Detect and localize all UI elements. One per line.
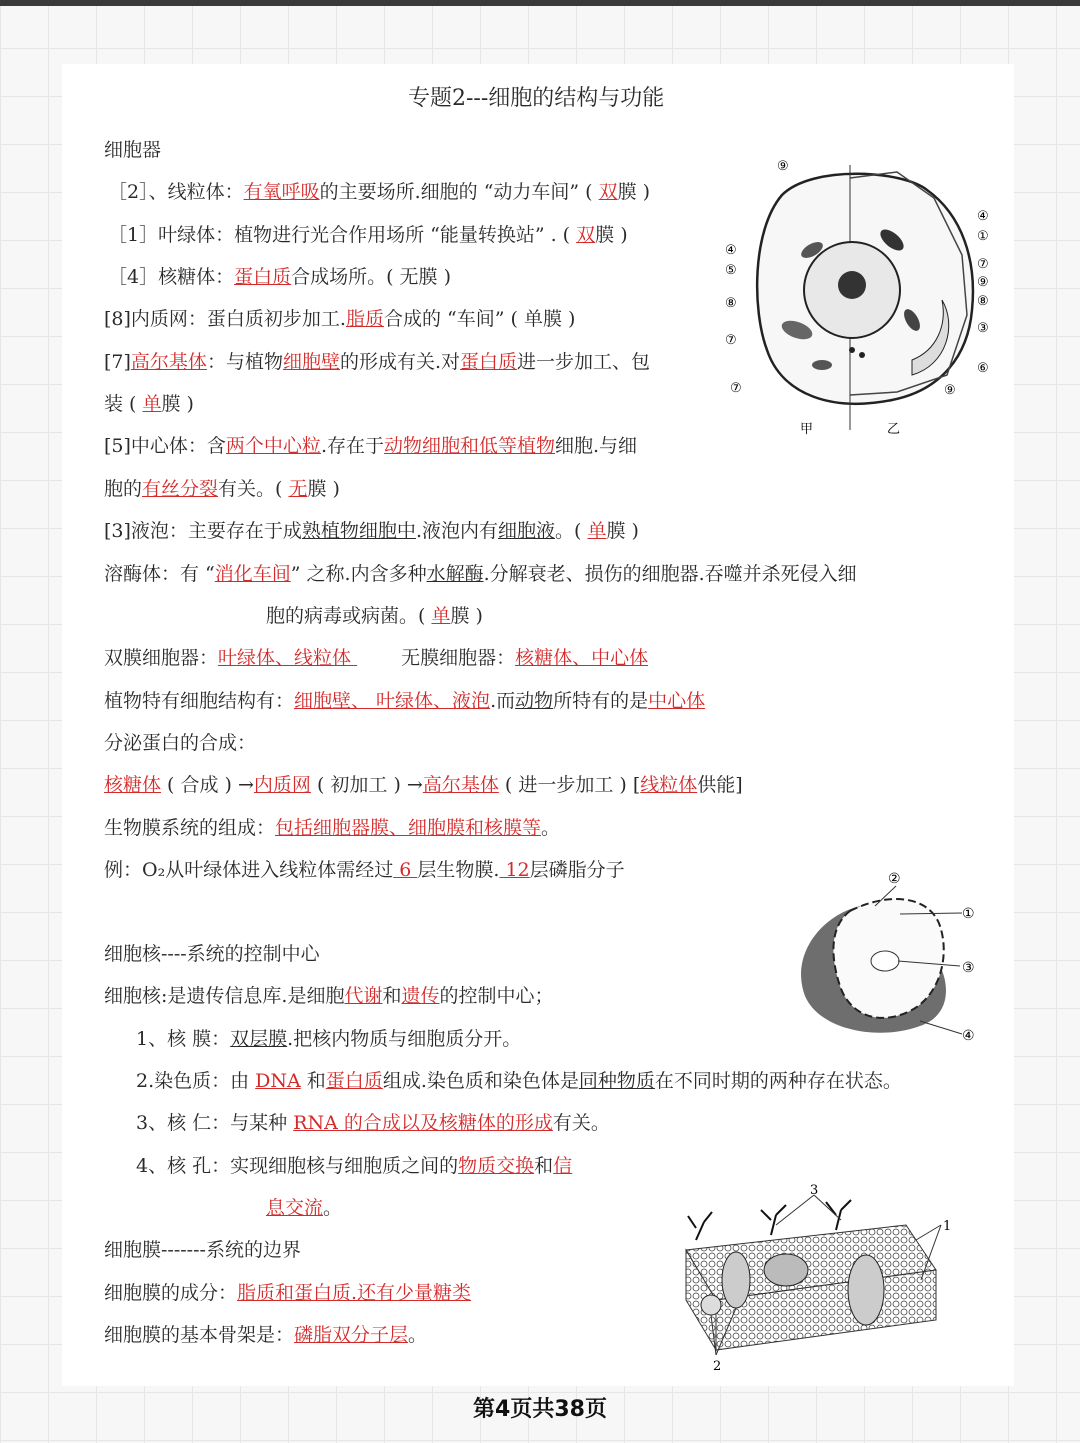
cell-label-r3: ⑦ bbox=[977, 257, 989, 272]
nucleus-diagram bbox=[790, 866, 990, 1046]
line-membrane-system: 生物膜系统的组成：包括细胞器膜、细胞膜和核膜等。 bbox=[104, 817, 561, 839]
page-title: 专题2---细胞的结构与功能 bbox=[408, 86, 665, 111]
line-plant-specific: 植物特有细胞结构有：细胞壁、 叶绿体、液泡.而动物所特有的是中心体 bbox=[104, 690, 706, 712]
section-heading-cell-membrane: 细胞膜-------系统的边界 bbox=[104, 1239, 301, 1261]
cell-label-r4: ⑨ bbox=[977, 275, 989, 290]
cell-label-l3: ⑧ bbox=[725, 296, 737, 311]
cell-label-l1: ④ bbox=[725, 243, 737, 258]
cell-label-r8: ⑨ bbox=[944, 383, 956, 398]
page-number-footer: 第4页共38页 bbox=[473, 1397, 607, 1422]
cell-label-r1: ④ bbox=[977, 209, 989, 224]
cell-label-r6: ③ bbox=[977, 321, 989, 336]
line-example: 例：O₂从叶绿体进入线粒体需经过 6 层生物膜. 12层磷脂分子 bbox=[104, 859, 625, 881]
line-chromatin: 2.染色质：由 DNA 和蛋白质组成.染色质和染色体是同种物质在不同时期的两种存在状态。 bbox=[136, 1070, 902, 1092]
top-frame-bar bbox=[0, 0, 1080, 6]
line-nuclear-pore: 4、核 孔：实现细胞核与细胞质之间的物质交换和信 bbox=[136, 1155, 573, 1177]
line-membrane-composition: 细胞膜的成分：脂质和蛋白质.还有少量糖类 bbox=[104, 1282, 472, 1304]
membrane-label-2: 2 bbox=[713, 1359, 722, 1374]
cell-label-l4: ⑦ bbox=[725, 333, 737, 348]
nucleus-label-1: ① bbox=[962, 906, 975, 922]
line-centrosome-cont: 胞的有丝分裂有关。( 无膜 ) bbox=[104, 478, 340, 500]
line-lysosome: 溶酶体：有 “消化车间” 之称.内含多种水解酶.分解衰老、损伤的细胞器.吞噬并杀死侵入细 bbox=[104, 563, 857, 585]
line-ribosome: ［4］核糖体：蛋白质合成场所。( 无膜 ) bbox=[108, 266, 452, 288]
cell-label-top: ⑨ bbox=[777, 159, 789, 174]
cell-label-l5: ⑦ bbox=[730, 381, 742, 396]
line-nuclear-envelope: 1、核 膜：双层膜.把核内物质与细胞质分开。 bbox=[136, 1028, 522, 1050]
section-heading-organelles: 细胞器 bbox=[104, 139, 162, 161]
line-lysosome-cont: 胞的病毒或病菌。( 单膜 ) bbox=[266, 605, 483, 627]
nucleus-label-2: ② bbox=[888, 871, 901, 887]
line-nucleus-def: 细胞核:是遗传信息库.是细胞代谢和遗传的控制中心； bbox=[104, 985, 554, 1007]
cell-diagram bbox=[722, 150, 992, 440]
line-membrane-organelles: 双膜细胞器：叶绿体、线粒体 无膜细胞器：核糖体、中心体 bbox=[104, 647, 649, 669]
line-golgi-cont: 装 ( 单膜 ) bbox=[104, 393, 194, 415]
line-nucleolus: 3、核 仁：与某种 RNA 的合成以及核糖体的形成有关。 bbox=[136, 1112, 610, 1134]
membrane-label-3: 3 bbox=[810, 1183, 819, 1198]
line-golgi: [7]高尔基体：与植物细胞壁的形成有关.对蛋白质进一步加工、包 bbox=[104, 351, 651, 373]
membrane-diagram bbox=[676, 1180, 966, 1380]
section-heading-nucleus: 细胞核----系统的控制中心 bbox=[104, 943, 320, 965]
line-nuclear-pore-cont: 息交流。 bbox=[266, 1197, 343, 1219]
line-centrosome: [5]中心体：含两个中心粒.存在于动物细胞和低等植物细胞.与细 bbox=[104, 435, 638, 457]
nucleus-label-3: ③ bbox=[962, 960, 975, 976]
cell-label-r2: ① bbox=[977, 229, 989, 244]
line-membrane-skeleton: 细胞膜的基本骨架是：磷脂双分子层。 bbox=[104, 1324, 428, 1346]
line-vacuole: [3]液泡：主要存在于成熟植物细胞中.液泡内有细胞液。( 单膜 ) bbox=[104, 520, 639, 542]
line-secretory-heading: 分泌蛋白的合成： bbox=[104, 732, 257, 754]
cell-label-yi: 乙 bbox=[887, 422, 901, 437]
cell-label-jia: 甲 bbox=[800, 422, 814, 437]
membrane-label-1: 1 bbox=[943, 1219, 952, 1234]
cell-label-r5: ⑧ bbox=[977, 294, 989, 309]
cell-label-r7: ⑥ bbox=[977, 361, 989, 376]
line-secretory-path: 核糖体 ( 合成 ) →内质网 ( 初加工 ) →高尔基体 ( 进一步加工 ) [线粒体供能] bbox=[104, 774, 743, 796]
line-chloroplast: ［1］叶绿体：植物进行光合作用场所 “能量转换站” . ( 双膜 ) bbox=[108, 224, 628, 246]
nucleus-label-4: ④ bbox=[962, 1028, 975, 1044]
line-mitochondria: ［2］、线粒体：有氧呼吸的主要场所.细胞的 “动力车间” ( 双膜 ) bbox=[108, 181, 651, 203]
cell-label-l2: ⑤ bbox=[725, 263, 737, 278]
line-er: [8]内质网：蛋白质初步加工.脂质合成的 “车间” ( 单膜 ) bbox=[104, 308, 576, 330]
